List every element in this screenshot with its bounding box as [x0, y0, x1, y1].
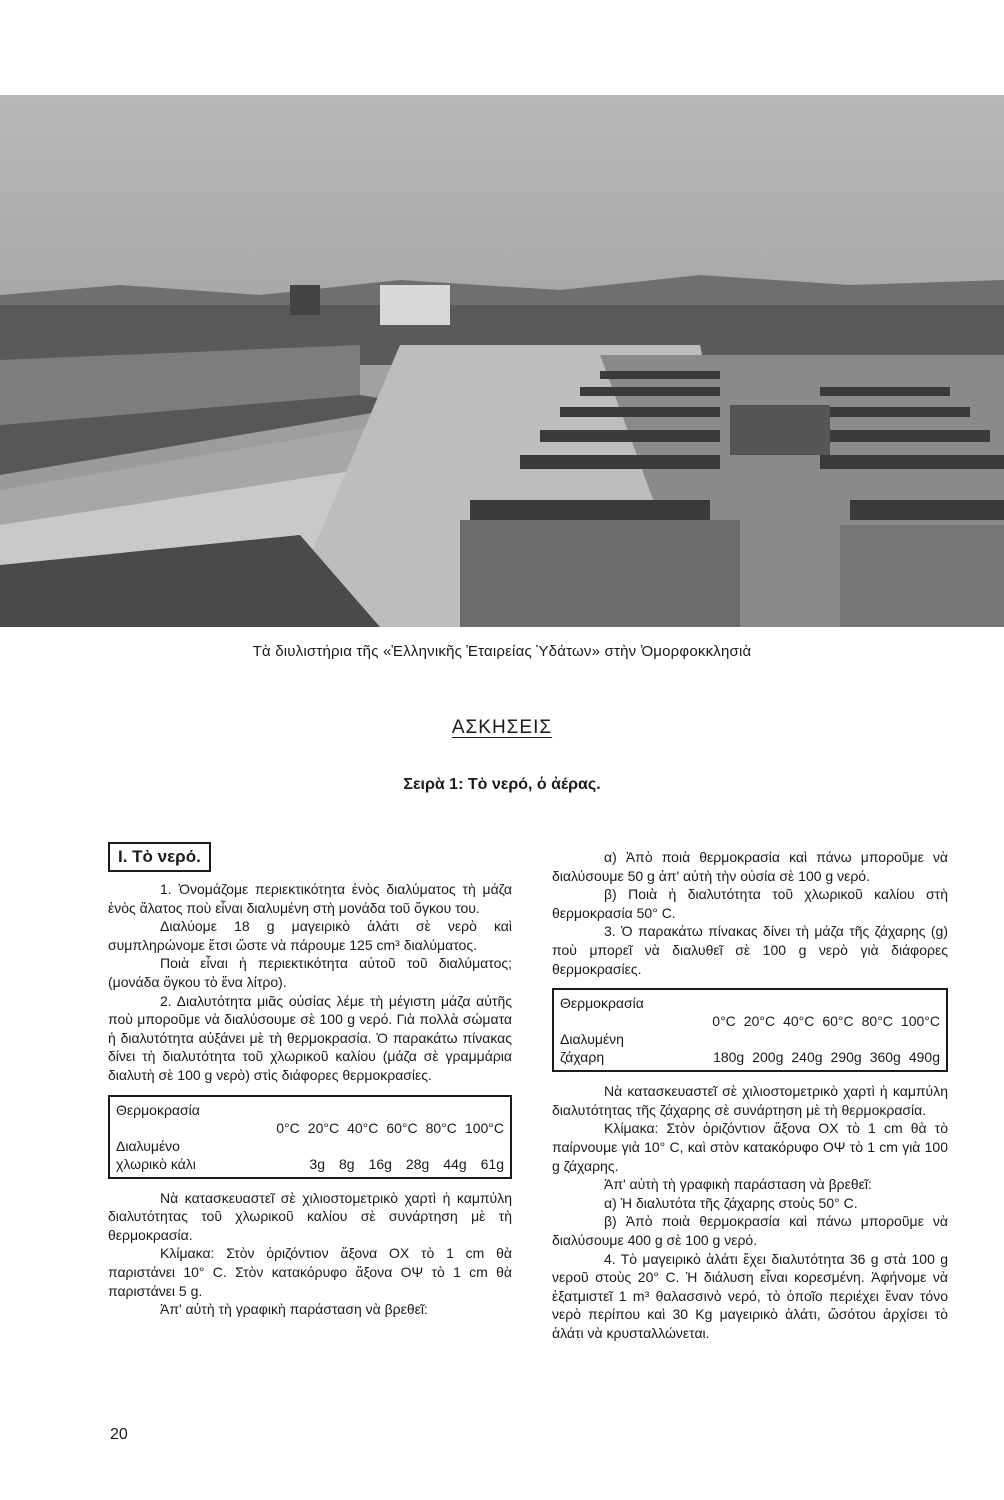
- subsection-heading: Ι. Τὸ νερό.: [108, 842, 211, 872]
- table-cell: 100°C: [464, 1119, 504, 1136]
- table-cell: 360g: [869, 1049, 901, 1066]
- dissolved-label: Διαλυμένη: [560, 1031, 624, 1048]
- table-cell: 28g: [405, 1155, 430, 1172]
- table-cell: 180g: [713, 1049, 745, 1066]
- temperature-label: Θερμοκρασία: [116, 1101, 200, 1118]
- exercise-3-question-b: β) Ἀπὸ ποιὰ θερμοκρασία καὶ πάνω μποροῦμε νὰ διαλύσουμε 400 g σὲ 100 g νερό.: [552, 1213, 948, 1248]
- table-cell: 290g: [830, 1049, 862, 1066]
- table-cell: 80°C: [861, 1013, 893, 1030]
- exercise-2-text: 2. Διαλυτότητα μιᾶς οὐσίας λέμε τὴ μέγιστη μάζα αὐτῆς ποὺ μποροῦμε νὰ διαλύσουμε σὲ 100 g νερό. Γιὰ πολλὰ σώματα ἡ διαλυτότητα αὐξάνει μὲ τὴ θερμοκρασία. Ὁ παρακάτω πίνακας δίνει τὴ διαλυτότητα τοῦ χλωρικοῦ καλίου (μάζα σὲ γραμμάρια διαλυτὴ σὲ 100 g νερὸ) στὶς διάφορες θερμοκρασίες.: [108, 992, 512, 1083]
- exercise-2-prompt: Ἀπ' αὐτὴ τὴ γραφικὴ παράσταση νὰ βρεθεῖ:: [160, 1301, 428, 1318]
- sugar-table: [552, 988, 948, 1072]
- table-cell: 240g: [791, 1049, 823, 1066]
- exercise-4-text: 4. Τὸ μαγειρικὸ ἁλάτι ἔχει διαλυτότητα 36 g στὰ 100 g νεροῦ στοὺς 20° C. Ἡ διάλυση εἶναι κορεσμένη. Ἀφήνομε νὰ ἐξατμιστεῖ 1 m³ θαλασσινὸ νερό, τὸ ὁποῖο περιέχει ἕναν τόνο νερὸ περίπου καὶ 30 Kg μαγειρικὸ ἁλάτι, ὥσότου ἀρχίσει τὸ ἁλάτι νὰ κρυσταλλώνεται.: [552, 1250, 948, 1341]
- substance-label: χλωρικὸ κάλι: [116, 1155, 196, 1172]
- page-number: 20: [110, 1426, 128, 1443]
- table-header-label-row: [116, 1101, 504, 1119]
- temperature-row: [116, 1119, 504, 1137]
- table-cell: 8g: [338, 1155, 355, 1172]
- section-title: ΑΣΚΗΣΕΙΣ: [451, 717, 553, 738]
- table-cell: 100°C: [900, 1013, 940, 1030]
- photo-caption: Τὰ διυλιστήρια τῆς «Ἑλληνικῆς Ἑταιρείας Ὑδάτων» στὴν Ὀμορφοκκλησιὰ: [252, 643, 752, 660]
- table-cell: 40°C: [783, 1013, 815, 1030]
- exercise-2-question-b: β) Ποιὰ ἡ διαλυτότητα τοῦ χλωρικοῦ καλίου στὴ θερμοκρασία 50° C.: [552, 886, 948, 921]
- exercise-3-text: 3. Ὁ παρακάτω πίνακας δίνει τὴ μάζα τῆς ζάχαρης (g) ποὺ μπορεῖ νὰ διαλυθεῖ σὲ 100 g νερὸ γιὰ διάφορες θερμοκρασίες.: [552, 923, 948, 977]
- table-cell: 61g: [480, 1155, 504, 1172]
- table-cell: 80°C: [425, 1119, 457, 1136]
- exercise-1-data: Διαλύομε 18 g μαγειρικὸ ἁλάτι σὲ νερὸ καὶ συμπληρώνομε ἔτσι ὥστε νὰ πάρουμε 125 cm³ διαλύματος.: [108, 918, 512, 953]
- table-cell: 200g: [752, 1049, 784, 1066]
- exercise-1-text: 1. Ὀνομάζομε περιεκτικότητα ἑνὸς διαλύματος τὴ μάζα ἑνὸς ἅλατος ποὺ εἶναι διαλυμένη στὴ μονάδα τοῦ ὄγκου του.: [108, 881, 512, 916]
- dissolved-label: Διαλυμένο: [116, 1137, 180, 1154]
- water-filtration-plant-photo: [0, 95, 1004, 627]
- exercise-3-prompt: Ἀπ' αὐτὴ τὴ γραφικὴ παράσταση νὰ βρεθεῖ:: [604, 1176, 872, 1193]
- table-cell: 490g: [908, 1049, 940, 1066]
- table-cell: 40°C: [347, 1119, 379, 1136]
- temperature-row: [560, 1012, 940, 1030]
- substance-label: ζάχαρη: [560, 1049, 605, 1066]
- table-cell: 3g: [309, 1155, 325, 1172]
- table-header-label-row: [560, 994, 940, 1012]
- exercise-3-question-a: α) Ἡ διαλυτότα τῆς ζάχαρης στοὺς 50° C.: [604, 1194, 858, 1211]
- left-column: [108, 880, 512, 1319]
- potassium-chlorate-table: [108, 1095, 512, 1179]
- table-cell: 0°C: [276, 1119, 300, 1136]
- right-column: [552, 848, 948, 1342]
- table-cell: 20°C: [307, 1119, 340, 1136]
- values-row: [560, 1048, 940, 1066]
- exercise-3-instruction: Νὰ κατασκευαστεῖ σὲ χιλιοστομετρικὸ χαρτὶ ἡ καμπύλη διαλυτότητας τῆς ζάχαρης σὲ συνάρτηση μὲ τὴ θερμοκρασία.: [552, 1083, 948, 1118]
- exercise-2-question-a: α) Ἀπὸ ποιὰ θερμοκρασία καὶ πάνω μποροῦμε νὰ διαλύσουμε 50 g ἀπ' αὐτὴ τὴν οὐσία σὲ 100 g νερό.: [552, 849, 948, 884]
- table-cell: 44g: [443, 1155, 467, 1172]
- table-cell: 20°C: [743, 1013, 776, 1030]
- values-row: [116, 1155, 504, 1173]
- temperature-label: Θερμοκρασία: [560, 995, 644, 1012]
- series-title: Σειρὰ 1: Τὸ νερό, ὁ ἀέρας.: [403, 776, 601, 793]
- table-cell: 0°C: [712, 1013, 736, 1030]
- table-cell: 60°C: [822, 1013, 854, 1030]
- photo-illustration: [0, 95, 1004, 627]
- table-cell: 16g: [368, 1155, 392, 1172]
- exercise-3-scale: Κλίμακα: Στὸν ὁριζόντιον ἄξονα ΟΧ τὸ 1 cm θὰ τὸ παίρνουμε γιὰ 10° C, καὶ στὸν κατακόρυφο ΟΨ τὸ 1 cm γιὰ 100 g ζάχαρης.: [552, 1120, 948, 1174]
- row-label-line-1: [560, 1030, 940, 1048]
- row-label-line-1: [116, 1137, 504, 1155]
- table-cell: 60°C: [386, 1119, 418, 1136]
- exercise-2-scale: Κλίμακα: Στὸν ὁριζόντιον ἄξονα ΟΧ τὸ 1 cm θὰ παριστάνει 10° C. Στὸν κατακόρυφο ἄξονα ΟΨ τὸ 1 cm θὰ παριστάνει 5 g.: [108, 1245, 512, 1299]
- exercise-1-question: Ποιὰ εἶναι ἡ περιεκτικότητα αὐτοῦ τοῦ διαλύματος; (μονάδα ὄγκου τὸ ἕνα λίτρο).: [108, 955, 512, 990]
- exercise-2-instruction: Νὰ κατασκευαστεῖ σὲ χιλιοστομετρικὸ χαρτὶ ἡ καμπύλη διαλυτότητας τοῦ χλωρικοῦ καλίου σὲ συνάρτηση μὲ τὴ θερμοκρασία.: [108, 1189, 512, 1243]
